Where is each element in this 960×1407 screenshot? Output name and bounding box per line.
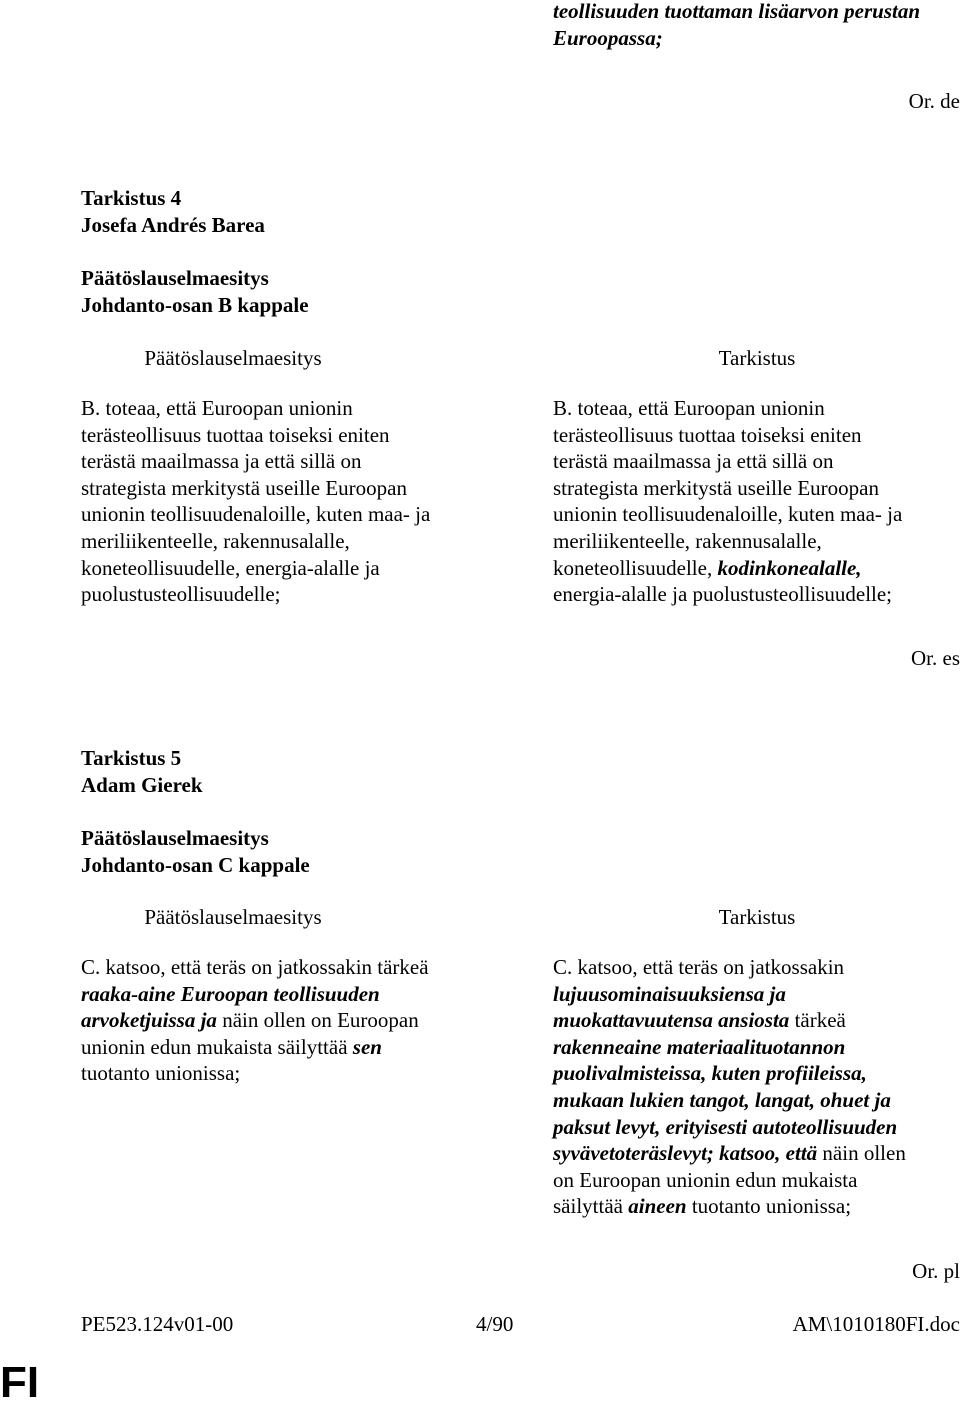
- text-line: terästeollisuus tuottaa toiseksi eniten: [81, 422, 390, 447]
- text-line: meriliikenteelle, rakennusalalle,: [553, 528, 822, 553]
- text-line: puolustusteollisuudelle;: [81, 582, 281, 607]
- text-segment: tärkeä: [789, 1008, 846, 1033]
- text-line: tuotanto unionissa;: [81, 1061, 241, 1086]
- text-line: raaka-aine Euroopan teollisuuden: [81, 981, 380, 1006]
- text-line: C. katsoo, että teräs on jatkossakin tärkeä: [81, 955, 429, 979]
- amendment-author: Adam Gierek: [81, 772, 203, 797]
- right-column-heading: Tarkistus: [718, 346, 796, 370]
- amendment-5-target: [81, 825, 310, 878]
- original-language-de: Or. de: [908, 89, 960, 113]
- right-column-heading: Tarkistus: [718, 905, 796, 929]
- amendment-5-header: [81, 745, 203, 798]
- amended-segment: arvoketjuissa ja: [81, 1008, 217, 1033]
- amendment-4-amended-text: [553, 395, 953, 608]
- text-line: B. toteaa, että Euroopan unionin: [553, 396, 825, 420]
- continuation-text: [553, 0, 920, 51]
- text-line: [553, 1140, 953, 1167]
- original-language-es: Or. es: [911, 646, 960, 670]
- target-document: Päätöslauselmaesitys: [81, 826, 269, 850]
- text-line: puolivalmisteissa, kuten profiileissa,: [553, 1061, 867, 1086]
- amended-segment: muokattavuutensa ansiosta: [553, 1008, 790, 1033]
- amendment-4-original-text: [81, 395, 481, 608]
- text-line: on Euroopan unionin edun mukaista: [553, 1167, 858, 1192]
- text-segment: näin ollen on Euroopan: [216, 1008, 419, 1033]
- amendment-author: Josefa Andrés Barea: [81, 212, 265, 237]
- amendment-5-amended-text: [553, 954, 953, 1220]
- amended-segment: syvävetoteräslevyt; katsoo, että: [553, 1141, 818, 1166]
- text-line: [81, 1034, 481, 1061]
- continuation-line-1: teollisuuden tuottaman lisäarvon perustan: [553, 0, 921, 23]
- text-line: [81, 1007, 481, 1034]
- text-segment: näin ollen: [817, 1141, 906, 1166]
- text-line: lujuusominaisuuksiensa ja: [553, 981, 786, 1006]
- amendment-4-target: [81, 265, 309, 318]
- text-line: strategista merkitystä useille Euroopan: [553, 475, 879, 500]
- amendment-5-original-text: [81, 954, 481, 1087]
- text-line: paksut levyt, erityisesti autoteollisuuden: [553, 1114, 898, 1139]
- text-line: strategista merkitystä useille Euroopan: [81, 475, 407, 500]
- text-line: energia-alalle ja puolustusteollisuudelle;: [553, 582, 893, 607]
- amended-segment: kodinkonealalle,: [717, 555, 862, 580]
- text-line: unionin teollisuudenaloille, kuten maa- ja: [81, 502, 431, 527]
- text-line: [553, 1007, 953, 1034]
- language-code: FI: [0, 1358, 40, 1407]
- text-line: C. katsoo, että teräs on jatkossakin: [553, 955, 845, 979]
- target-document: Päätöslauselmaesitys: [81, 266, 269, 290]
- text-segment: koneteollisuudelle,: [553, 555, 718, 580]
- text-segment: unionin edun mukaista säilyttää: [81, 1034, 353, 1059]
- footer-reference: PE523.124v01-00: [81, 1312, 234, 1336]
- footer-filename: AM\1010180FI.doc: [792, 1312, 960, 1336]
- text-segment: säilyttää: [553, 1194, 629, 1219]
- text-line: terästä maailmassa ja että sillä on: [553, 449, 834, 474]
- amended-segment: aineen: [628, 1194, 687, 1219]
- amended-segment: sen: [352, 1034, 382, 1059]
- text-line: terästeollisuus tuottaa toiseksi eniten: [553, 422, 862, 447]
- text-line: rakenneaine materiaalituotannon: [553, 1034, 846, 1059]
- text-line: unionin teollisuudenaloille, kuten maa- ja: [553, 502, 903, 527]
- left-column-heading: Päätöslauselmaesitys: [144, 346, 322, 370]
- text-line: meriliikenteelle, rakennusalalle,: [81, 528, 350, 553]
- text-line: [553, 555, 953, 582]
- text-line: koneteollisuudelle, energia-alalle ja: [81, 555, 380, 580]
- footer-page-number: 4/90: [476, 1312, 514, 1336]
- continuation-line-2: Euroopassa;: [553, 25, 663, 50]
- target-section: Johdanto-osan C kappale: [81, 852, 310, 877]
- amendment-number: Tarkistus 4: [81, 186, 182, 210]
- amendment-number: Tarkistus 5: [81, 746, 182, 770]
- target-section: Johdanto-osan B kappale: [81, 292, 309, 317]
- text-line: terästä maailmassa ja että sillä on: [81, 449, 362, 474]
- original-language-pl: Or. pl: [912, 1259, 960, 1283]
- text-line: [553, 1193, 953, 1220]
- text-line: mukaan lukien tangot, langat, ohuet ja: [553, 1087, 891, 1112]
- text-line: B. toteaa, että Euroopan unionin: [81, 396, 353, 420]
- text-segment: tuotanto unionissa;: [686, 1194, 852, 1219]
- amendment-4-header: [81, 185, 265, 238]
- left-column-heading: Päätöslauselmaesitys: [144, 905, 322, 929]
